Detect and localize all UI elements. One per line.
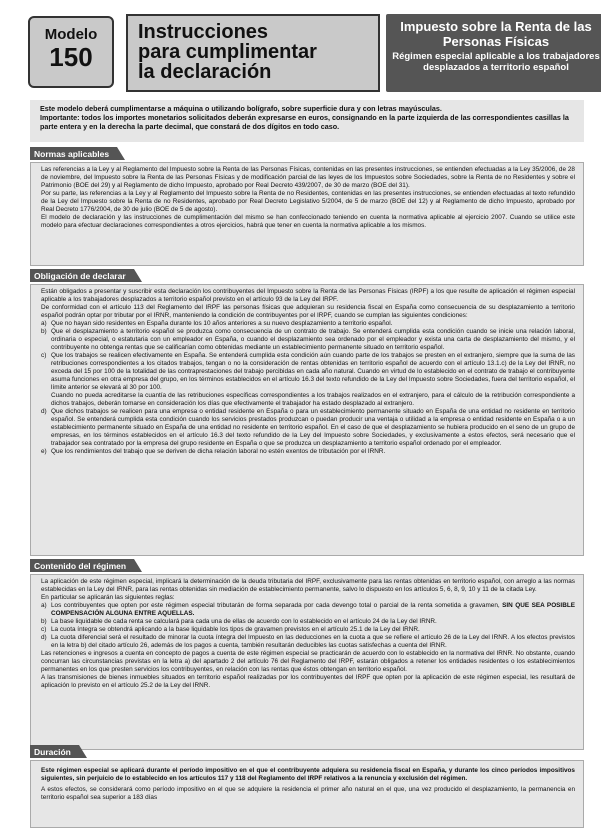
modelo-badge [28,16,114,88]
intro-line-1: Este modelo deberá cumplimentarse a máquina o utilizando bolígrafo, sobre superficie dura y con letras mayúsculas. [40,104,442,113]
section-body [30,760,584,828]
section-heading: Duración [30,745,79,758]
section-heading: Obligación de declarar [30,269,134,282]
document-header [18,8,600,88]
paragraph: Este régimen especial se aplicará durante el período impositivo en el que el contribuyente adquiera su residencia fiscal en España, y durante los cinco períodos impositivos siguientes, sin perjuicio de lo establecido en los artículos 117 y 118 del Reglamento del IRPF relativos a la renuncia y exclusión del régimen. [41,767,575,782]
paragraph: En particular se aplicarán las siguientes reglas: [41,594,175,601]
section-obligacion [30,266,584,556]
paragraph: Las retenciones e ingresos a cuenta en concepto de pagos a cuenta de este régimen especial se practicarán de acuerdo con lo establecido en la normativa del IRNR. No obstante, cuando concurran las circunstancias previstas en la letra a) del apartado 2 del artículo 76 del Reglamento del IRPF, estarán obligados a retener los entidades residentes o los establecimientos permanentes en los que presten servicios los contribuyentes, en relación con las rentas que éstos obtengan en territorio español. [41,650,575,673]
paragraph: A las transmisiones de bienes inmuebles situados en territorio español realizadas por los contribuyentes del IRPF que opten por la aplicación de este régimen especial, les resultará de aplicación lo previsto en el artículo 25.2 de la Ley del IRNR. [41,674,575,689]
paragraph: De conformidad con el artículo 113 del Reglamento del IRPF las personas físicas que adquieran su residencia fiscal en España como consecuencia de su desplazamiento a territorio español podrán optar por tributar por el IRNR, manteniendo la condición de contribuyentes por el IRPF, cuando se cumplan las siguientes condiciones: [41,304,575,319]
section-body [30,162,584,266]
intro-line-2: Importante: todos los importes monetarios solicitados deberán expresarse en euros, consignando en la parte izquierda de las correspondientes casillas la parte entera y en la derecha la parte decimal, que constará de dos dígitos en todo caso. [40,113,569,131]
paragraph: Están obligados a presentar y suscribir esta declaración los contribuyentes del Impuesto sobre la Renta de las Personas Físicas (IRPF) a los que resulte de aplicación el régimen especial aplicable a los trabajadores desplazados a territorio español previsto en el artículo 93 de la Ley del IRPF. [41,288,575,303]
intro-box [30,100,584,142]
list-item: d) Que dichos trabajos se realicen para una empresa o entidad residente en España o para un establecimiento permanente situado en España de una entidad no residente en territorio español. Se entenderá cumplida esta condición cuando los servicios prestados produzcan o puedan producir una ventaja o utilidad a la empresa o entidad residente en España o a un establecimiento permanente situado en España de una entidad no residente en territorio español. En el caso de que el desplazamiento se hubiera producido en el seno de un grupo de empresas, en los términos establecidos en el artículo 16.3 del texto refundido de la Ley del Impuesto sobre Sociedades, y exclusivamente a estos efectos, será necesario que el trabajador sea contratado por la empresa del grupo residente en España o que se produzca un desplazamiento a territorio español ordenado por el empleador. [41,408,575,447]
title-line-1: Instrucciones [138,21,269,43]
list-item: e) Que los rendimientos del trabajo que se deriven de dicha relación laboral no estén exentos de tributación por el IRNR. [41,448,386,455]
section-heading: Contenido del régimen [30,559,134,572]
tax-title: Impuesto sobre la Renta de las Personas Físicas [400,19,592,49]
section-heading: Normas aplicables [30,147,117,160]
list-item: d) La cuota diferencial será el resultado de minorar la cuota íntegra del Impuesto en las deducciones en la cuota a que se refiere el artículo 26 de la Ley del IRNR. A los efectos previstos en la letra b) del citado artículo 26, además de los pagos a cuenta, también resultarán deducibles las cuotas satisfechas a cuenta del IRNR. [41,634,575,649]
tax-subtitle: Régimen especial aplicable a los trabajadores desplazados a territorio español [392,51,600,73]
section-body [30,574,584,750]
section-duracion [30,742,584,828]
list-item: a) Los contribuyentes que opten por este régimen especial tributarán de forma separada por cada devengo total o parcial de la renta sometida a gravamen, SIN QUE SEA POSIBLE COMPENSACIÓN ALGUNA ENTRE AQUELLAS. [41,602,575,617]
section-contenido [30,556,584,750]
tax-title-box [386,14,601,92]
title-line-2: para cumplimentar [138,41,317,63]
paragraph: La aplicación de este régimen especial, implicará la determinación de la deuda tributaria del IRPF, exclusivamente para las rentas obtenidas en territorio español, con arreglo a las normas establecidas en la Ley del IRNR, para las rentas obtenidas sin mediación de establecimiento permanente, salvo lo dispuesto en los artículos 5, 6, 8, 9, 10 y 11 de la citada Ley. [41,578,575,593]
paragraph: A estos efectos, se considerará como período impositivo en el que se adquiere la residencia el primer año natural en el que, una vez producido el desplazamiento, la permanencia en territorio español sea superior a 183 días [41,786,575,801]
paragraph: El modelo de declaración y las instrucciones de cumplimentación del mismo se han confeccionado teniendo en cuenta la normativa aplicable al ejercicio 2007. Cuando se utilice este modelo para efectuar declaraciones correspondientes a otros ejercicios, habrá que tener en cuenta la normativa aplicable a los mismos. [41,214,575,229]
paragraph: Por su parte, las referencias a la Ley y al Reglamento del Impuesto sobre la Renta de no Residentes, contenidas en las presentes instrucciones, se entienden efectuadas al texto refundido de la Ley del Impuesto sobre la Renta de no Residentes, aprobado por Real Decreto Legislativo 5/2004, de 5 de marzo (BOE del 12) y al Reglamento de dicho Impuesto, aprobado por Real Decreto 1776/2004, de 30 de julio (BOE de 5 de agosto). [41,190,575,213]
modelo-label: Modelo [44,26,98,43]
list-item: c) Que los trabajos se realicen efectivamente en España. Se entenderá cumplida esta condición aún cuando parte de los trabajos se presten en el extranjero, siempre que la suma de las retribuciones correspondientes a los citados trabajos, tengan o no la consideración de rentas obtenidas en territorio español de acuerdo con el artículo 13.1.c) de la Ley del IRNR, no exceda del 15 por 100 de la totalidad de las contraprestaciones del trabajo percibidas en cada año natural. Cuando en virtud de lo establecido en el contrato de trabajo el contribuyente asuma funciones en otra empresa del grupo, en los términos establecidos en el artículo 16.3 del texto refundido de la Ley del Impuesto sobre Sociedades, fuera del territorio español, el límite anterior se elevará al 30 por 100. [41,352,575,391]
list-item: b) La base liquidable de cada renta se calculará para cada una de ellas de acuerdo con lo establecido en el artículo 24 de la Ley del IRNR. [41,618,437,625]
modelo-number: 150 [49,42,93,72]
paragraph: Las referencias a la Ley y al Reglamento del Impuesto sobre la Renta de las Personas Físicas, contenidas en las presentes instrucciones, se entienden efectuadas a la Ley 35/2006, de 28 de noviembre, del Impuesto sobre la Renta de las Personas Físicas y de modificación parcial de las leyes de los Impuestos sobre Sociedades, sobre la Renta de no Residentes y sobre el Patrimonio (BOE del 29) y al Reglamento de dicho Impuesto, aprobado por Real Decreto 439/2007, de 30 de marzo (BOE del 31). [41,166,575,189]
title-box [126,14,380,92]
list-item: c) La cuota íntegra se obtendrá aplicando a la base liquidable los tipos de gravamen previstos en el artículo 25.1 de la Ley del IRNR. [41,626,420,633]
title-line-3: la declaración [138,61,272,83]
list-item: a) Que no hayan sido residentes en España durante los 10 años anteriores a su nuevo desplazamiento a territorio español. [41,320,393,327]
list-item: b) Que el desplazamiento a territorio español se produzca como consecuencia de un contrato de trabajo. Se entenderá cumplida esta condición cuando se inicie una relación laboral, ordinaria o especial, o estatutaria con un empleador en España, o cuando el desplazamiento sea ordenado por el empleador y exista una carta de desplazamiento del mismo, y el contribuyente no obtenga rentas que se calificarían como obtenidas mediante un establecimiento permanente situado en territorio español. [41,328,575,351]
section-normas [30,144,584,266]
section-body [30,284,584,556]
list-item: Cuando no pueda acreditarse la cuantía de las retribuciones específicas correspondientes a los trabajos realizados en el extranjero, para el cálculo de la retribución correspondiente a dichos trabajos, deberán tomarse en consideración los días que efectivamente el trabajador ha estado desplazado al extranjero. [51,392,575,407]
